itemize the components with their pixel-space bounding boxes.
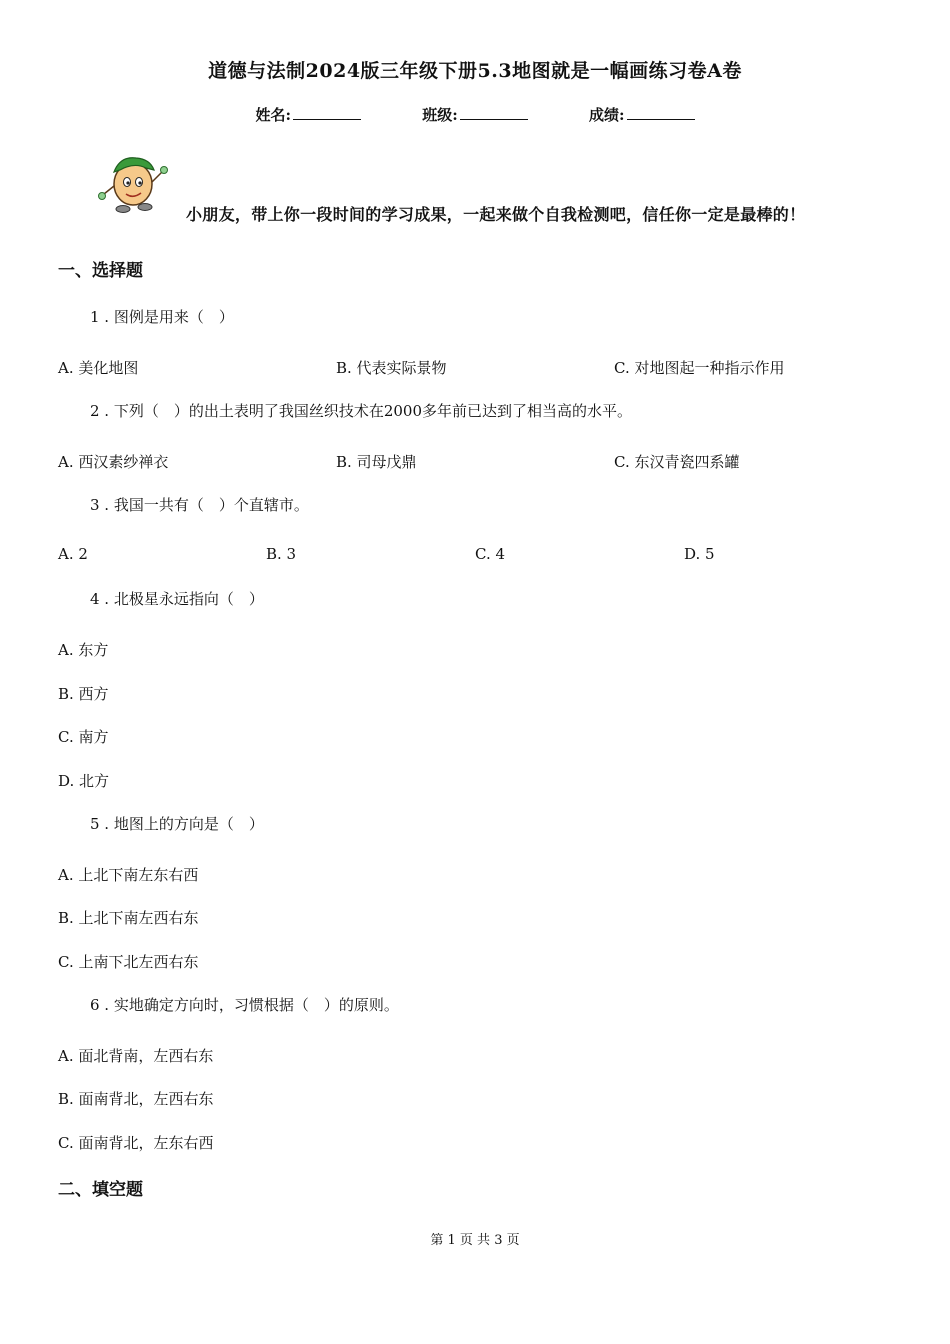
option-c: C. 上南下北左西右东 — [58, 953, 199, 971]
student-info-row — [0, 104, 950, 125]
section-heading-choice: 一、选择题 — [58, 261, 143, 281]
option-d: D. 北方 — [58, 772, 110, 790]
option-d: D. 5 — [684, 545, 715, 563]
page-title: 道德与法制2024版三年级下册5.3地图就是一幅画练习卷A卷 — [208, 60, 742, 82]
mascot-icon — [96, 148, 172, 216]
option-b: B. 3 — [266, 545, 297, 563]
option-a: A. 美化地图 — [58, 359, 139, 377]
encouragement-text: 小朋友，带上你一段时间的学习成果，一起来做个自我检测吧，信任你一定是最棒的！ — [186, 205, 806, 224]
name-blank — [293, 105, 361, 120]
option-b: B. 西方 — [58, 685, 109, 703]
option-a: A. 面北背南，左西右东 — [58, 1047, 214, 1065]
name-field — [255, 104, 361, 125]
class-label: 班级: — [422, 106, 458, 124]
class-field — [422, 104, 528, 125]
option-c: C. 面南背北，左东右西 — [58, 1134, 214, 1152]
question-stem: 1 . 图例是用来（ ） — [90, 308, 234, 326]
option-a: A. 西汉素纱禅衣 — [58, 453, 169, 471]
option-b: B. 代表实际景物 — [336, 359, 447, 377]
class-blank — [460, 105, 528, 120]
score-label: 成绩: — [589, 106, 625, 124]
option-b: B. 面南背北，左西右东 — [58, 1090, 214, 1108]
section-heading-fill: 二、填空题 — [58, 1180, 143, 1200]
question-stem: 3 . 我国一共有（ ）个直辖市。 — [90, 496, 309, 514]
option-b: B. 上北下南左西右东 — [58, 909, 199, 927]
question-stem: 6 . 实地确定方向时，习惯根据（ ）的原则。 — [90, 996, 399, 1014]
option-c: C. 4 — [475, 545, 506, 563]
question-stem: 4 . 北极星永远指向（ ） — [90, 590, 264, 608]
score-field — [589, 104, 695, 125]
option-a: A. 上北下南左东右西 — [58, 866, 199, 884]
question-stem: 5 . 地图上的方向是（ ） — [90, 815, 264, 833]
score-blank — [627, 105, 695, 120]
name-label: 姓名: — [255, 106, 291, 124]
option-c: C. 对地图起一种指示作用 — [614, 359, 785, 377]
option-a: A. 东方 — [58, 641, 109, 659]
option-c: C. 东汉青瓷四系罐 — [614, 453, 740, 471]
option-c: C. 南方 — [58, 728, 109, 746]
option-b: B. 司母戊鼎 — [336, 453, 417, 471]
question-stem: 2 . 下列（ ）的出土表明了我国丝织技术在2000多年前已达到了相当高的水平。 — [90, 402, 633, 420]
page-number: 第 1 页 共 3 页 — [430, 1233, 520, 1248]
option-a: A. 2 — [58, 545, 88, 563]
